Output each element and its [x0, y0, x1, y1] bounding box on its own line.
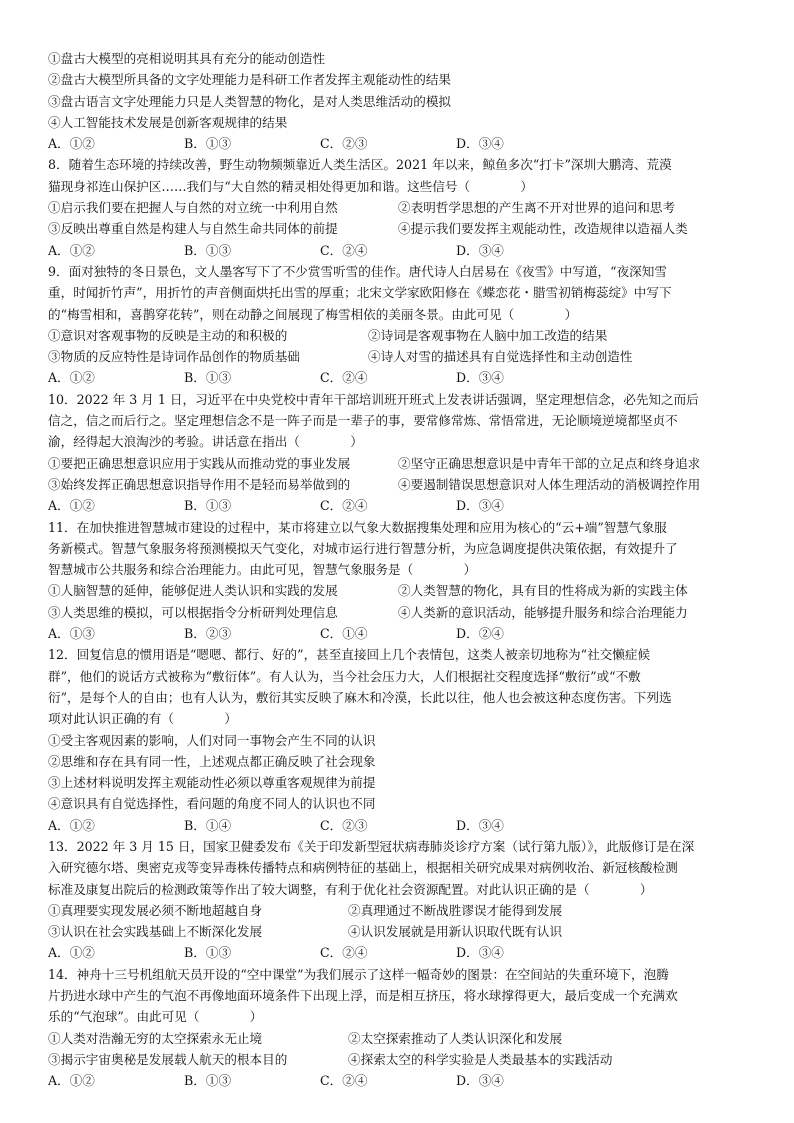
- answer-c[interactable]: C．②④: [320, 242, 368, 258]
- answer-a[interactable]: A．①②: [48, 136, 95, 152]
- answer-c[interactable]: C．②③: [320, 817, 368, 833]
- answer-c[interactable]: C．②③: [320, 136, 368, 152]
- question-stem: 11．在加快推进智慧城市建设的过程中，某市将建立以气象大数据搜集处理和应用为核心的“云+端”智慧气象服: [48, 519, 667, 535]
- answer-choices: [48, 133, 756, 154]
- answer-choices: [48, 495, 756, 516]
- option-1: ①人类对浩瀚无穷的太空探索永无止境: [48, 1030, 263, 1046]
- option-row: [48, 1028, 756, 1049]
- option-1: ①意识对客观事物的反映是主动的和积极的: [48, 327, 288, 343]
- question-13: [48, 836, 756, 964]
- answer-c[interactable]: C．②④: [320, 1073, 368, 1089]
- option-row: [48, 346, 756, 367]
- answer-b[interactable]: B．①③: [184, 242, 232, 258]
- question-stem: 14．神舟十三号机组航天员开设的“空中课堂”为我们展示了这样一幅奇妙的图景：在空间站的失重环境下，泡腾: [48, 966, 669, 982]
- question-stem: 重，时闻折竹声”，用折竹的声音侧面烘托出雪的厚重；北宋文学家欧阳修在《蝶恋花・腊雪初销梅蕊绽》中写下: [48, 285, 672, 301]
- answer-d[interactable]: D．③④: [456, 370, 504, 386]
- answer-b[interactable]: B．①③: [184, 136, 232, 152]
- option-line: ①盘古大模型的亮相说明其具有充分的能动创造性: [48, 51, 326, 66]
- option-2: ②坚守正确思想意识是中青年干部的立足点和终身追求: [398, 455, 701, 471]
- option-line: ③上述材料说明发挥主观能动性必须以尊重客观规律为前提: [48, 775, 376, 791]
- answer-choices: [48, 623, 756, 644]
- question-9: [48, 261, 756, 389]
- option-line: ①受主客观因素的影响，人们对同一事物会产生不同的认识: [48, 732, 376, 748]
- option-3: ③物质的反应特性是诗词作品创作的物质基础: [48, 349, 300, 365]
- answer-choices: [48, 240, 756, 261]
- option-2: ②诗词是客观事物在人脑中加工改造的结果: [368, 327, 608, 343]
- question-10: [48, 389, 756, 517]
- option-line: ③盘古语言文字处理能力只是人类智慧的物化，是对人类思维活动的模拟: [48, 93, 451, 109]
- answer-b[interactable]: B．①④: [184, 817, 232, 833]
- question-8: [48, 154, 756, 260]
- answer-a[interactable]: A．①②: [48, 1073, 95, 1089]
- option-3: ③人类思维的模拟，可以根据指令分析研判处理信息: [48, 604, 338, 620]
- option-row: [48, 474, 756, 495]
- answer-d[interactable]: D．③④: [456, 242, 504, 258]
- option-row: [48, 453, 756, 474]
- answer-d[interactable]: D．③④: [456, 136, 504, 152]
- question-stem: 渝，经得起大浪淘沙的考验。讲话意在指出（ ）: [48, 434, 363, 450]
- option-3: ③揭示宇宙奥秘是发展载人航天的根本目的: [48, 1051, 288, 1067]
- answer-d[interactable]: D．③④: [456, 817, 504, 833]
- option-2: ②真理通过不断战胜谬误才能得到发展: [348, 902, 563, 918]
- question-stem: 10．2022 年 3 月 1 日，习近平在中央党校中青年干部培训班开班式上发表讲话强调，坚定理想信念，必先知之而后: [48, 391, 699, 407]
- exam-page: [48, 48, 756, 1092]
- answer-a[interactable]: A．①③: [48, 626, 95, 642]
- question-stem: 衍”，是每个人的自由；也有人认为，敷衍其实反映了麻木和冷漠，长此以往，他人也会被这种态度伤害。下列选: [48, 689, 672, 705]
- option-3: ③认识在社会实践基础上不断深化发展: [48, 924, 263, 940]
- option-line: ②盘古大模型所具备的文字处理能力是科研工作者发挥主观能动性的结果: [48, 72, 451, 88]
- answer-a[interactable]: A．①②: [48, 498, 95, 514]
- answer-b[interactable]: B．①③: [184, 945, 232, 961]
- question-7-tail: [48, 48, 756, 154]
- answer-choices: [48, 367, 756, 388]
- option-row: [48, 197, 756, 218]
- question-stem: 猫现身祁连山保护区……我们与“大自然的精灵相处得更加和谐。这些信号（ ）: [48, 178, 534, 194]
- option-1: ①真理要实现发展必须不断地超越自身: [48, 902, 263, 918]
- option-row: [48, 921, 756, 942]
- question-stem: 信之，信之而后行之。坚定理想信念不是一阵子而是一辈子的事，要常修常炼、常悟常进，无论顺境逆境都坚贞不: [48, 413, 678, 429]
- answer-b[interactable]: B．①③: [184, 370, 232, 386]
- question-stem: 的“梅雪相和，喜鹊穿花转”，则在动静之间展现了梅雪相依的美丽冬景。由此可见（ ）: [48, 306, 578, 322]
- answer-c[interactable]: C．②④: [320, 370, 368, 386]
- option-3: ③始终发挥正确思想意识指导作用不是轻而易举做到的: [48, 476, 351, 492]
- question-stem: 8．随着生态环境的持续改善，野生动物频频靠近人类生活区。2021 年以来，鲸鱼多次“打卡”深圳大鹏湾、荒漠: [48, 157, 672, 173]
- answer-d[interactable]: D．②④: [456, 626, 504, 642]
- option-line: ④意识具有自觉选择性，看问题的角度不同人的认识也不同: [48, 796, 376, 812]
- option-line: ④人工智能技术发展是创新客观规律的结果: [48, 114, 288, 130]
- option-1: ①要把正确思想意识应用于实践从而推动党的事业发展: [48, 455, 351, 471]
- question-14: [48, 964, 756, 1092]
- answer-c[interactable]: C．②④: [320, 498, 368, 514]
- answer-choices: [48, 815, 756, 836]
- answer-choices: [48, 1070, 756, 1091]
- option-4: ④人类新的意识活动，能够提升服务和综合治理能力: [398, 604, 688, 620]
- question-stem: 片扔进水球中产生的气泡不再像地面环境条件下出现上浮，而是相互挤压，将水球撑得更大，最后变成一个充满欢: [48, 988, 678, 1004]
- option-2: ②人类智慧的物化，具有目的性将成为新的实践主体: [398, 583, 688, 599]
- answer-c[interactable]: C．①④: [320, 626, 368, 642]
- question-stem: 智慧城市公共服务和综合治理能力。由此可见，智慧气象服务是（ ）: [48, 562, 477, 578]
- answer-c[interactable]: C．②④: [320, 945, 368, 961]
- answer-d[interactable]: D．③④: [456, 498, 504, 514]
- answer-d[interactable]: D．③④: [456, 1073, 504, 1089]
- answer-d[interactable]: D．③④: [456, 945, 504, 961]
- question-11: [48, 517, 756, 645]
- option-row: [48, 325, 756, 346]
- option-row: [48, 218, 756, 239]
- question-stem: 乐的“气泡球”。由此可见（ ）: [48, 1009, 263, 1025]
- option-row: [48, 1049, 756, 1070]
- option-3: ③反映出尊重自然是构建人与自然生命共同体的前提: [48, 221, 338, 237]
- answer-a[interactable]: A．①②: [48, 945, 95, 961]
- answer-a[interactable]: A．①②: [48, 817, 95, 833]
- answer-b[interactable]: B．②③: [184, 626, 232, 642]
- question-stem: 9．面对独特的冬日景色，文人墨客写下了不少赏雪听雪的佳作。唐代诗人白居易在《夜雪》中写道，“夜深知雪: [48, 263, 667, 279]
- answer-a[interactable]: A．①②: [48, 370, 95, 386]
- answer-b[interactable]: B．①③: [184, 498, 232, 514]
- option-1: ①人脑智慧的延伸，能够促进人类认识和实践的发展: [48, 583, 338, 599]
- option-row: [48, 580, 756, 601]
- answer-b[interactable]: B．①③: [184, 1073, 232, 1089]
- question-stem: 入研究德尔塔、奥密克戎等变异毒株传播特点和病例特征的基础上，根据相关研究成果对病例收治、新冠核酸检测: [48, 860, 678, 876]
- option-2: ②表明哲学思想的产生离不开对世界的追问和思考: [398, 200, 676, 216]
- option-4: ④探索太空的科学实验是人类最基本的实践活动: [348, 1051, 613, 1067]
- answer-choices: [48, 942, 756, 963]
- option-1: ①启示我们要在把握人与自然的对立统一中利用自然: [48, 200, 338, 216]
- answer-a[interactable]: A．①②: [48, 242, 95, 258]
- question-stem: 12．回复信息的惯用语是“嗯嗯、都行、好的”，甚至直接回上几个表情包，这类人被亲切地称为“社交懒症候: [48, 647, 651, 663]
- option-row: [48, 900, 756, 921]
- question-stem: 群”，他们的说话方式被称为“敷衍体”。有人认为，当今社会压力大，人们根据社交程度选择“敷衍”或“不敷: [48, 668, 641, 684]
- question-stem: 务新模式。智慧气象服务将预测模拟天气变化，对城市运行进行智慧分析，为应急调度提供决策依据，有效提升了: [48, 540, 678, 556]
- option-4: ④要遏制错误思想意识对人体生理活动的消极调控作用: [398, 476, 701, 492]
- option-line: ②思维和存在具有同一性，上述观点都正确反映了社会现象: [48, 753, 376, 769]
- question-12: [48, 644, 756, 836]
- option-2: ②太空探索推动了人类认识深化和发展: [348, 1030, 563, 1046]
- option-row: [48, 602, 756, 623]
- question-stem: 项对此认识正确的有（ ）: [48, 711, 237, 727]
- question-stem: 13．2022 年 3 月 15 日，国家卫健委发布《关于印发新型冠状病毒肺炎诊疗方案（试行第九版）》，此版修订是在深: [48, 838, 695, 854]
- option-4: ④提示我们要发挥主观能动性，改造规律以造福人类: [398, 221, 688, 237]
- option-4: ④认识发展就是用新认识取代既有认识: [348, 924, 563, 940]
- option-4: ④诗人对雪的描述具有自觉选择性和主动创造性: [368, 349, 633, 365]
- question-stem: 标准及康复出院后的检测政策等作出了较大调整，有利于优化社会资源配置。对此认识正确的是（ ）: [48, 881, 653, 897]
